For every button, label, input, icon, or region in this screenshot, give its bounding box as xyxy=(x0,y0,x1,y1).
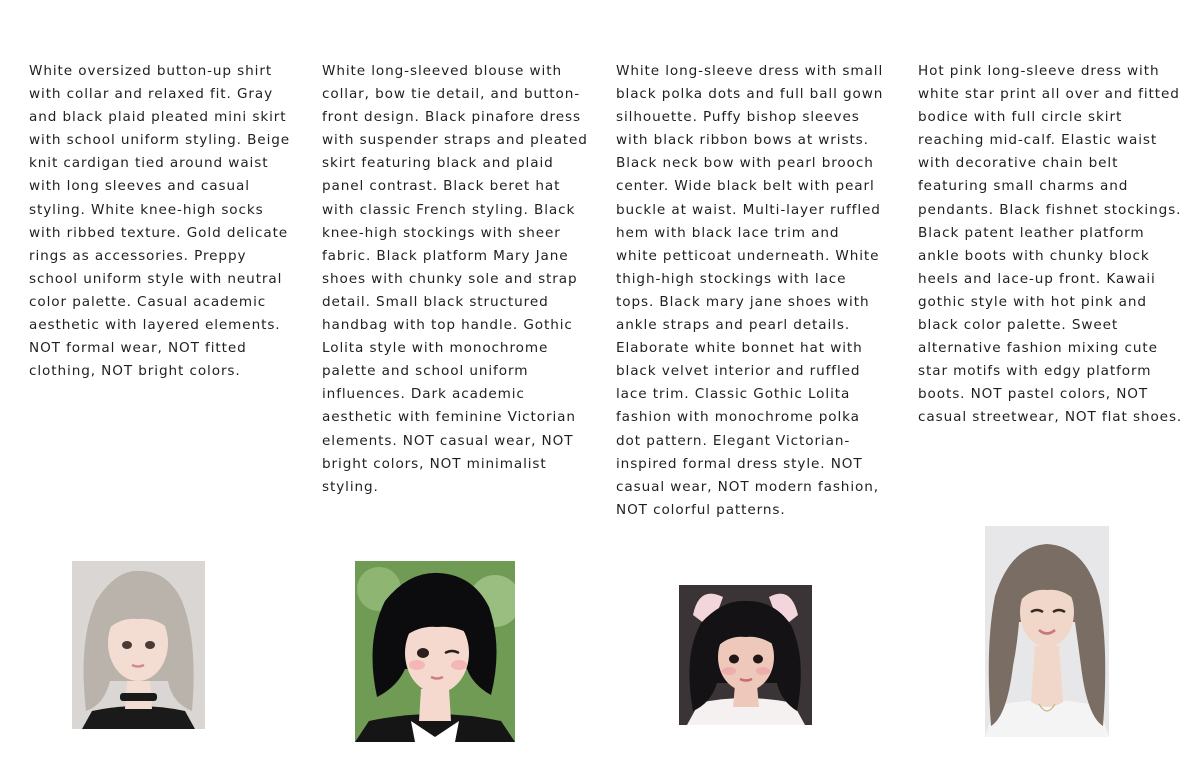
portrait-photo-1 xyxy=(72,561,205,729)
portrait-illustration-1 xyxy=(72,561,205,729)
outfit-description-3: White long-sleeve dress with small black polka dots and full ball gown silhouette. Puffy bishop sleeves with black ribbon bows at wrists. Black neck bow with pearl brooch center. Wide black belt with pearl buckle at waist. Multi-layer ruffled hem with black lace trim and white petticoat underneath. White thigh-high stockings with lace tops. Black mary jane shoes with ankle straps and pearl details. Elaborate white bonnet hat with black velvet interior and ruffled lace trim. Classic Gothic Lolita fashion with monochrome polka dot pattern. Elegant Victorian-inspired formal dress style. NOT casual wear, NOT modern fashion, NOT colorful patterns. xyxy=(616,63,884,518)
portrait-photo-2 xyxy=(355,561,515,742)
portrait-illustration-3 xyxy=(679,585,812,725)
outfit-description-1: White oversized button-up shirt with collar and relaxed fit. Gray and black plaid pleated mini skirt with school uniform styling. Beige knit cardigan tied around waist with long sleeves and casual styling. White knee-high socks with ribbed texture. Gold delicate rings as accessories. Preppy school uniform style with neutral color palette. Casual academic aesthetic with layered elements. NOT formal wear, NOT fitted clothing, NOT bright colors. xyxy=(29,63,291,380)
portrait-photo-4 xyxy=(985,526,1109,737)
portrait-illustration-2 xyxy=(355,561,515,742)
portrait-illustration-4 xyxy=(985,526,1109,737)
outfit-description-4: Hot pink long-sleeve dress with white star print all over and fitted bodice with full circle skirt reaching mid-calf. Elastic waist with decorative chain belt featuring small charms and pendants. Black fishnet stockings. Black patent leather platform ankle boots with chunky block heels and lace-up front. Kawaii gothic style with hot pink and black color palette. Sweet alternative fashion mixing cute star motifs with edgy platform boots. NOT pastel colors, NOT casual streetwear, NOT flat shoes. xyxy=(918,63,1183,426)
portrait-photo-3 xyxy=(679,585,812,725)
outfit-description-2: White long-sleeved blouse with collar, bow tie detail, and button-front design. Black pinafore dress with suspender straps and pleated skirt featuring black and plaid panel contrast. Black beret hat with classic French styling. Black knee-high stockings with sheer fabric. Black platform Mary Jane shoes with chunky sole and strap detail. Small black structured handbag with top handle. Gothic Lolita style with monochrome palette and school uniform influences. Dark academic aesthetic with feminine Victorian elements. NOT casual wear, NOT bright colors, NOT minimalist styling. xyxy=(322,63,588,495)
